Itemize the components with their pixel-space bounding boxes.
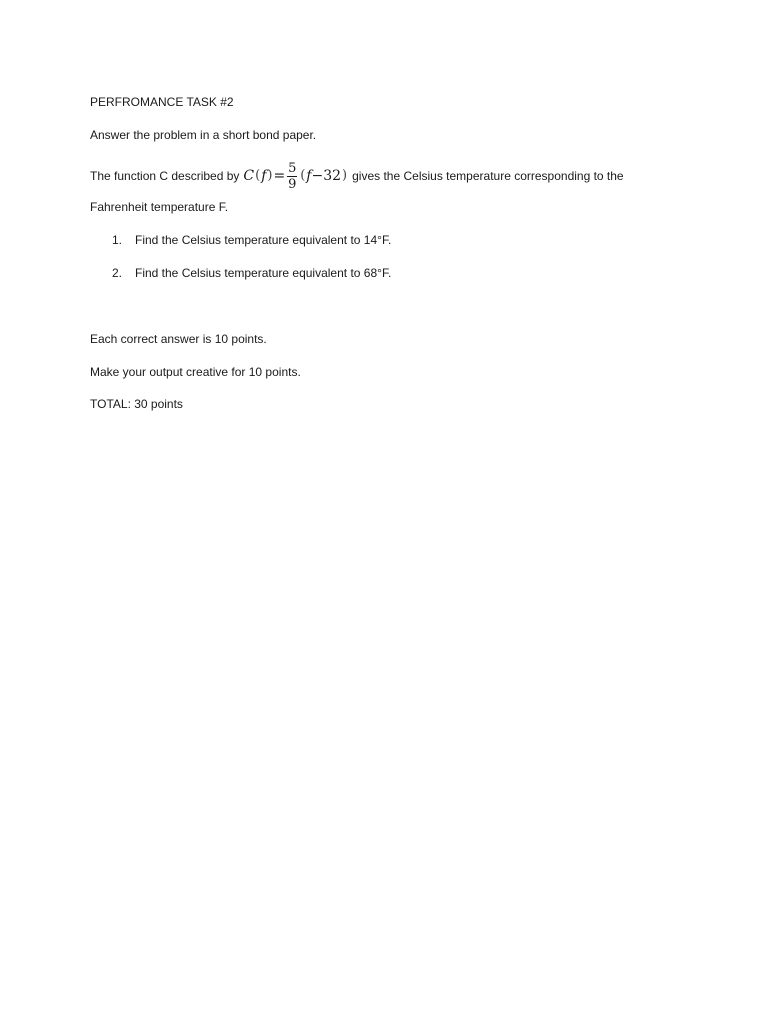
list-item-text: Find the Celsius temperature equivalent to 14°F. bbox=[135, 233, 392, 247]
formula-minus: − bbox=[311, 168, 324, 184]
creativity-note: Make your output creative for 10 points. bbox=[90, 365, 301, 379]
formula-paren-close: ) bbox=[267, 168, 273, 183]
function-sentence bbox=[90, 158, 624, 194]
list-item bbox=[112, 266, 391, 280]
function-sentence-continuation: Fahrenheit temperature F. bbox=[90, 200, 229, 214]
points-note: Each correct answer is 10 points. bbox=[90, 332, 267, 346]
total-points: TOTAL: 30 points bbox=[90, 397, 183, 411]
formula-paren-open-2: ( bbox=[300, 168, 306, 183]
task-title: PERFROMANCE TASK #2 bbox=[90, 95, 234, 109]
list-item-text: Find the Celsius temperature equivalent to 68°F. bbox=[135, 266, 392, 280]
formula-fraction bbox=[287, 161, 297, 192]
formula-constant: 32 bbox=[323, 168, 342, 184]
function-sentence-before: The function C described by bbox=[90, 169, 240, 183]
instruction-text: Answer the problem in a short bond paper. bbox=[90, 128, 317, 142]
formula-lhs-var: C bbox=[243, 168, 255, 184]
list-item-number: 2. bbox=[112, 266, 123, 280]
formula bbox=[243, 161, 348, 192]
formula-lhs-arg: f bbox=[261, 168, 267, 184]
formula-denominator: 9 bbox=[288, 176, 297, 192]
formula-equals: = bbox=[273, 168, 286, 184]
list-item-number: 1. bbox=[112, 233, 123, 247]
formula-paren-open: ( bbox=[255, 168, 261, 183]
function-sentence-after: gives the Celsius temperature corresponding to the bbox=[352, 169, 624, 183]
formula-paren-close-2: ) bbox=[342, 168, 348, 183]
list-item bbox=[112, 233, 391, 247]
formula-rhs-var: f bbox=[306, 168, 312, 184]
formula-numerator: 5 bbox=[288, 160, 297, 176]
